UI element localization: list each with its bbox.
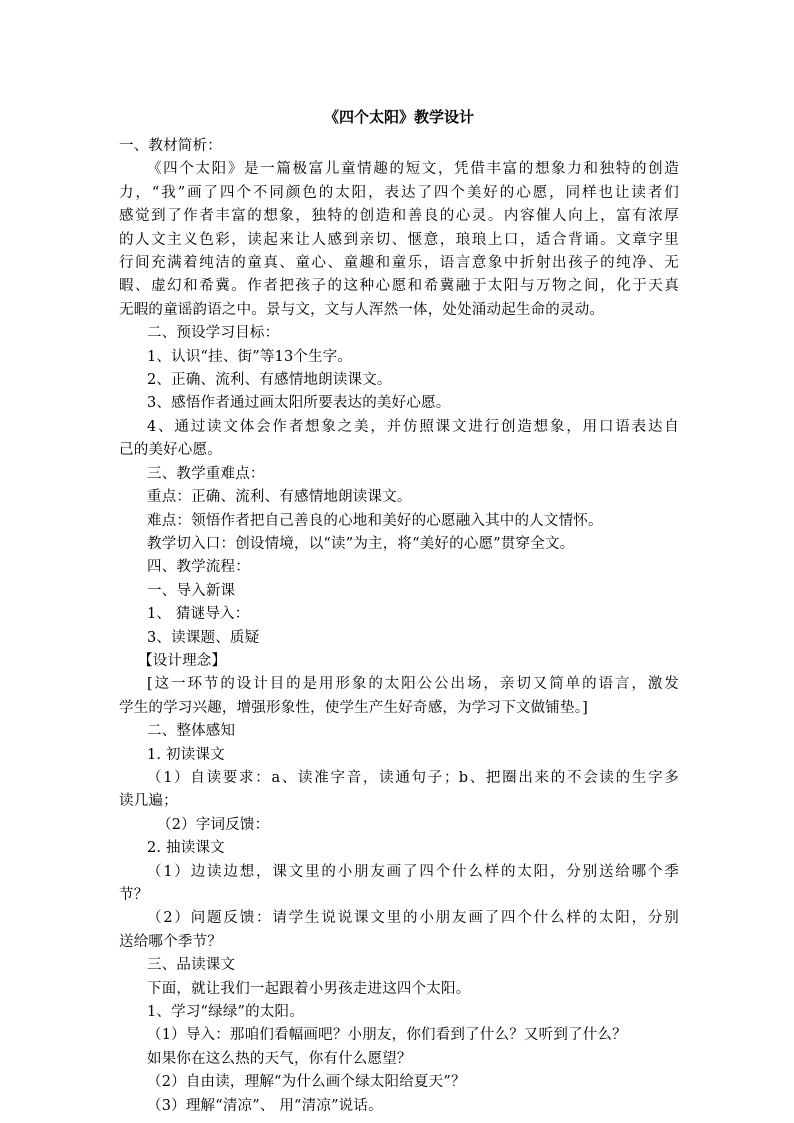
text-line: 1、 猜谜导入： xyxy=(147,606,250,623)
text-line: 3、读课题、质疑 xyxy=(147,629,260,646)
text-line: 1、学习“绿绿”的太阳。 xyxy=(147,1004,304,1021)
text-line: 1. 初读课文 xyxy=(147,746,225,763)
text-line: 三、教学重难点： xyxy=(147,465,265,482)
text-line: （1）自读要求：a、读准字音，读通句子；b、把圈出来的不会读的生字多 xyxy=(147,769,679,786)
document-page xyxy=(119,107,679,1118)
text-line: 【设计理念】 xyxy=(138,652,227,669)
text-line: 节？ xyxy=(119,887,149,903)
text-line: 行间充满着纯洁的童真、童心、童趣和童乐，语言意象中折射出孩子的纯净、无 xyxy=(119,255,679,272)
text-line: 3、感悟作者通过画太阳所要表达的美好心愿。 xyxy=(147,395,451,412)
text-line: 2、正确、流利、有感情地朗读课文。 xyxy=(147,372,392,389)
text-line: 《四个太阳》是一篇极富儿童情趣的短文，凭借丰富的想象力和独特的创造 xyxy=(147,161,679,178)
text-line: 学生的学习兴趣，增强形象性，使学生产生好奇感，为学习下文做铺垫。] xyxy=(119,699,589,716)
text-line: （3）理解“清凉”、 用“清凉”说话。 xyxy=(147,1097,383,1114)
text-line: 一、教材简析： xyxy=(119,138,222,154)
text-line: 感觉到了作者丰富的想象，独特的创造和善良的心灵。内容催人向上，富有浓厚 xyxy=(119,208,679,225)
text-line: 读几遍； xyxy=(119,793,178,810)
text-line: 己的美好心愿。 xyxy=(119,442,222,459)
text-line: （2）问题反馈：请学生说说课文里的小朋友画了四个什么样的太阳，分别 xyxy=(147,910,679,927)
text-line: 一、导入新课 xyxy=(147,582,236,599)
text-line: 二、预设学习目标： xyxy=(147,325,280,342)
document-body xyxy=(119,135,679,1118)
text-line: 三、品读课文 xyxy=(147,957,236,974)
text-line: 如果你在这么热的天气，你有什么愿望？ xyxy=(147,1050,412,1067)
text-line: 送给哪个季节？ xyxy=(119,933,222,950)
document-title: 《四个太阳》教学设计 xyxy=(323,108,474,126)
text-line: 教学切入口：创设情境，以“读”为主，将“美好的心愿”贯穿全文。 xyxy=(147,535,575,552)
text-line: 力，“我”画了四个不同颜色的太阳，表达了四个美好的心愿，同样也让读者们 xyxy=(119,184,679,201)
text-line: 暇、虚幻和希冀。作者把孩子的这种心愿和希冀融于太阳与万物之间，化于天真 xyxy=(119,278,679,295)
text-line: [这一环节的设计目的是用形象的太阳公公出场，亲切又简单的语言，激发 xyxy=(147,676,679,693)
text-line: 难点：领悟作者把自己善良的心地和美好的心愿融入其中的人文情怀。 xyxy=(147,512,603,529)
text-line: 二、整体感知 xyxy=(147,723,236,740)
text-line: 重点：正确、流利、有感情地朗读课文。 xyxy=(147,489,412,506)
text-line: （2）自由读，理解“为什么画个绿太阳给夏天”？ xyxy=(147,1074,466,1091)
text-line: 2. 抽读课文 xyxy=(147,840,225,857)
text-line: 4、通过读文体会作者想象之美，并仿照课文进行创造想象，用口语表达自 xyxy=(147,418,679,435)
text-line: 1、认识“挂、街”等13个生字。 xyxy=(147,348,353,365)
text-line: 无暇的童谣韵语之中。景与文，文与人浑然一体，处处涌动起生命的灵动。 xyxy=(119,301,605,318)
text-line: （2）字词反馈： xyxy=(157,816,270,833)
text-line: 下面，就让我们一起跟着小男孩走进这四个太阳。 xyxy=(147,980,471,997)
text-line: （1）导入：那咱们看幅画吧？小朋友，你们看到了什么？又听到了什么？ xyxy=(147,1027,627,1044)
text-line: （1）边读边想，课文里的小朋友画了四个什么样的太阳，分别送给哪个季 xyxy=(147,863,679,880)
text-line: 的人文主义色彩，读起来让人感到亲切、惬意，琅琅上口，适合背诵。文章字里 xyxy=(119,231,679,248)
text-line: 四、教学流程： xyxy=(147,559,250,576)
